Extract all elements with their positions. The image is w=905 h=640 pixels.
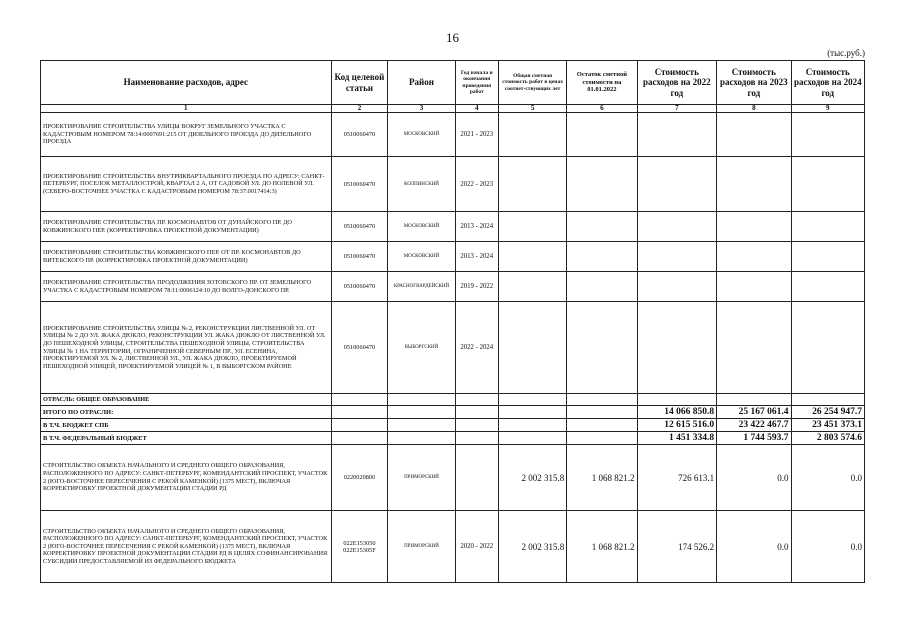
row-code: 0510060470: [331, 113, 388, 157]
row-period: 2021 - 2023: [455, 113, 498, 157]
row-remainder: 1 068 821.2: [567, 511, 637, 583]
table-row: [41, 212, 865, 242]
row-name: СТРОИТЕЛЬСТВО ОБЪЕКТА НАЧАЛЬНОГО И СРЕДНЕГО ОБЩЕГО ОБРАЗОВАНИЯ, РАСПОЛОЖЕННОГО ПО АДРЕСУ: САНКТ-ПЕТЕРБУРГ, КОМЕНДАНТСКИЙ ПРОСПЕКТ, УЧАСТОК 2 (ЮГО-ВОСТОЧНЕЕ ПЕРЕСЕЧЕНИЯ С РЕКОЙ КАМЕНКОЙ) (1375 МЕСТ), ВКЛЮЧАЯ КОРРЕКТИРОВКУ ПРОЕКТНОЙ ДОКУМЕНТАЦИИ СТАДИИ РД В ЦЕЛЯХ СОФИНАНСИРОВАНИЯ СУБСИДИИ ПРЕДОСТАВЛЯЕМОЙ ИЗ ФЕДЕРАЛЬНОГО БЮДЖЕТА: [41, 511, 332, 583]
header-cost-2022: Стоимость расходов на 2022 год: [637, 61, 717, 105]
header-remainder: Остаток сметной стоимости на 01.01.2022: [567, 61, 637, 105]
section-fed-label: В Т.Ч. ФЕДЕРАЛЬНЫЙ БЮДЖЕТ: [41, 432, 332, 445]
section-total-row: [41, 406, 865, 419]
row-district: МОСКОВСКИЙ: [388, 212, 455, 242]
row-period: 2020 - 2022: [455, 511, 498, 583]
section-total-label: ИТОГО ПО ОТРАСЛИ:: [41, 406, 332, 419]
row-district: ПРИМОРСКИЙ: [388, 511, 455, 583]
row-code: [331, 511, 388, 583]
column-number: 8: [717, 105, 791, 113]
column-number: 9: [791, 105, 864, 113]
row-cost-2022: 726 613.1: [637, 445, 717, 511]
row-total-cost: 2 002 315.8: [498, 511, 566, 583]
table-row: [41, 242, 865, 272]
row-total-cost: 2 002 315.8: [498, 445, 566, 511]
row-period: 2022 - 2023: [455, 157, 498, 212]
section-title: ОТРАСЛЬ: ОБЩЕЕ ОБРАЗОВАНИЕ: [41, 394, 332, 406]
row-cost-2023: 0.0: [717, 511, 791, 583]
row-district: МОСКОВСКИЙ: [388, 242, 455, 272]
row-cost-2024: 0.0: [791, 445, 864, 511]
row-period: 2013 - 2024: [455, 212, 498, 242]
row-code-line: 022E153050: [343, 539, 376, 547]
row-name: ПРОЕКТИРОВАНИЕ СТРОИТЕЛЬСТВА УЛИЦЫ ВОКРУГ ЗЕМЕЛЬНОГО УЧАСТКА С КАДАСТРОВЫМ НОМЕРОМ 78:14:0007691:215 ОТ ДИЗЕЛЬНОГО ПРОЕЗДА ДО ДИЗЕЛЬНОГО ПРОЕЗДА: [41, 113, 332, 157]
fed-2024: 2 803 574.6: [791, 432, 864, 445]
spb-2024: 23 451 373.1: [791, 419, 864, 432]
units-label: (тыс.руб.): [827, 48, 865, 58]
row-code: 0510060470: [331, 302, 388, 394]
column-number: 7: [637, 105, 717, 113]
table-row: [41, 511, 865, 583]
row-period: 2013 - 2024: [455, 242, 498, 272]
row-name: ПРОЕКТИРОВАНИЕ СТРОИТЕЛЬСТВА КОВЖИНСКОГО ПЕР. ОТ ПР. КОСМОНАВТОВ ДО ВИТЕБСКОГО ПР. (КОРРЕКТИРОВКА ПРОЕКТНОЙ ДОКУМЕНТАЦИИ): [41, 242, 332, 272]
table-row: [41, 302, 865, 394]
row-district: КРАСНОГВАРДЕЙСКИЙ: [388, 272, 455, 302]
expenses-table: [40, 60, 865, 583]
header-period: Год начала и окончания проведения работ: [455, 61, 498, 105]
header-code: Код целевой статьи: [331, 61, 388, 105]
row-period: [455, 445, 498, 511]
column-number: 4: [455, 105, 498, 113]
row-code-line: 022E15305F: [343, 546, 376, 554]
row-district: ПРИМОРСКИЙ: [388, 445, 455, 511]
row-cost-2022: 174 526.2: [637, 511, 717, 583]
row-code: 0510060470: [331, 157, 388, 212]
row-district: ВЫБОРГСКИЙ: [388, 302, 455, 394]
header-name: Наименование расходов, адрес: [41, 61, 332, 105]
header-total-cost: Общая сметная стоимость работ в ценах соответ-ствующих лет: [498, 61, 566, 105]
section-spb-row: [41, 419, 865, 432]
section-spb-label: В Т.Ч. БЮДЖЕТ СПБ: [41, 419, 332, 432]
section-title-row: [41, 394, 865, 406]
row-remainder: 1 068 821.2: [567, 445, 637, 511]
header-cost-2024: Стоимость расходов на 2024 год: [791, 61, 864, 105]
column-number: 5: [498, 105, 566, 113]
row-name: ПРОЕКТИРОВАНИЕ СТРОИТЕЛЬСТВА ВНУТРИКВАРТАЛЬНОГО ПРОЕЗДА ПО АДРЕСУ: САНКТ-ПЕТЕРБУРГ, ПОСЕЛОК МЕТАЛЛОСТРОЙ, КВАРТАЛ 2 А, ОТ САДОВОЙ УЛ. ДО ПОЛЕВОЙ УЛ. (СЕВЕРО-ВОСТОЧНЕЕ УЧАСТКА С КАДАСТРОВЫМ НОМЕРОМ 78:37:0017414:3): [41, 157, 332, 212]
column-number: 2: [331, 105, 388, 113]
column-number: 3: [388, 105, 455, 113]
header-row: [41, 61, 865, 105]
total-2023: 25 167 061.4: [717, 406, 791, 419]
column-number: 6: [567, 105, 637, 113]
column-numbers-row: [41, 105, 865, 113]
row-name: ПРОЕКТИРОВАНИЕ СТРОИТЕЛЬСТВА ПР. КОСМОНАВТОВ ОТ ДУНАЙСКОГО ПР. ДО КОВЖИНСКОГО ПЕР. (КОРРЕКТИРОВКА ПРОЕКТНОЙ ДОКУМЕНТАЦИИ): [41, 212, 332, 242]
header-cost-2023: Стоимость расходов на 2023 год: [717, 61, 791, 105]
row-period: 2022 - 2024: [455, 302, 498, 394]
column-number: 1: [41, 105, 332, 113]
spb-2023: 23 422 467.7: [717, 419, 791, 432]
row-code: 0510060470: [331, 212, 388, 242]
row-name: ПРОЕКТИРОВАНИЕ СТРОИТЕЛЬСТВА ПРОДОЛЖЕНИЯ ЗОТОВСКОГО ПР. ОТ ЗЕМЕЛЬНОГО УЧАСТКА С КАДАСТРОВЫМ НОМЕРОМ 78:11:0006124:10 ДО ВОЛГО-ДОНСКОГО ПР.: [41, 272, 332, 302]
table-row: [41, 445, 865, 511]
total-2022: 14 066 850.8: [637, 406, 717, 419]
row-district: МОСКОВСКИЙ: [388, 113, 455, 157]
row-code: 0510060470: [331, 272, 388, 302]
fed-2023: 1 744 593.7: [717, 432, 791, 445]
row-cost-2024: 0.0: [791, 511, 864, 583]
table-row: [41, 272, 865, 302]
row-name: ПРОЕКТИРОВАНИЕ СТРОИТЕЛЬСТВА УЛИЦЫ № 2, РЕКОНСТРУКЦИИ ЛИСТВЕННОЙ УЛ. ОТ УЛИЦЫ № 2 ДО УЛ. ЖАКА ДЮКЛО, РЕКОНСТРУКЦИИ УЛ. ЖАКА ДЮКЛО ОТ ЛИСТВЕННОЙ УЛ. ДО ПЕШЕХОДНОЙ УЛИЦЫ, СТРОИТЕЛЬСТВА ПЕШЕХОДНОЙ УЛИЦЫ, СТРОИТЕЛЬСТВА УЛИЦЫ № 1 НА ТЕРРИТОРИИ, ОГРАНИЧЕННОЙ СЕВЕРНЫМ ПР., УЛ. ЕСЕНИНА, ПРОЕКТИРУЕМОЙ УЛ. № 2, ЛИСТВЕННОЙ УЛ., УЛ. ЖАКА ДЮКЛО, ПРОЕКТИРУЕМОЙ ПЕШЕХОДНОЙ УЛИЦЕЙ, ПРОЕКТИРУЕМОЙ УЛИЦЕЙ № 1, В ВЫБОРГСКОМ РАЙОНЕ: [41, 302, 332, 394]
fed-2022: 1 451 334.8: [637, 432, 717, 445]
total-2024: 26 254 947.7: [791, 406, 864, 419]
table-row: [41, 113, 865, 157]
row-name: СТРОИТЕЛЬСТВО ОБЪЕКТА НАЧАЛЬНОГО И СРЕДНЕГО ОБЩЕГО ОБРАЗОВАНИЯ, РАСПОЛОЖЕННОГО ПО АДРЕСУ: САНКТ-ПЕТЕРБУРГ, КОМЕНДАНТСКИЙ ПРОСПЕКТ, УЧАСТОК 2 (ЮГО-ВОСТОЧНЕЕ ПЕРЕСЕЧЕНИЯ С РЕКОЙ КАМЕНКОЙ) (1375 МЕСТ), ВКЛЮЧАЯ КОРРЕКТИРОВКУ ПРОЕКТНОЙ ДОКУМЕНТАЦИИ СТАДИИ РД: [41, 445, 332, 511]
header-district: Район: [388, 61, 455, 105]
row-code: 0510060470: [331, 242, 388, 272]
row-cost-2023: 0.0: [717, 445, 791, 511]
spb-2022: 12 615 516.0: [637, 419, 717, 432]
row-code: 0220020800: [331, 445, 388, 511]
section-fed-row: [41, 432, 865, 445]
row-period: 2019 - 2022: [455, 272, 498, 302]
page-number: 16: [446, 30, 459, 45]
table-row: [41, 157, 865, 212]
row-district: КОЛПИНСКИЙ: [388, 157, 455, 212]
